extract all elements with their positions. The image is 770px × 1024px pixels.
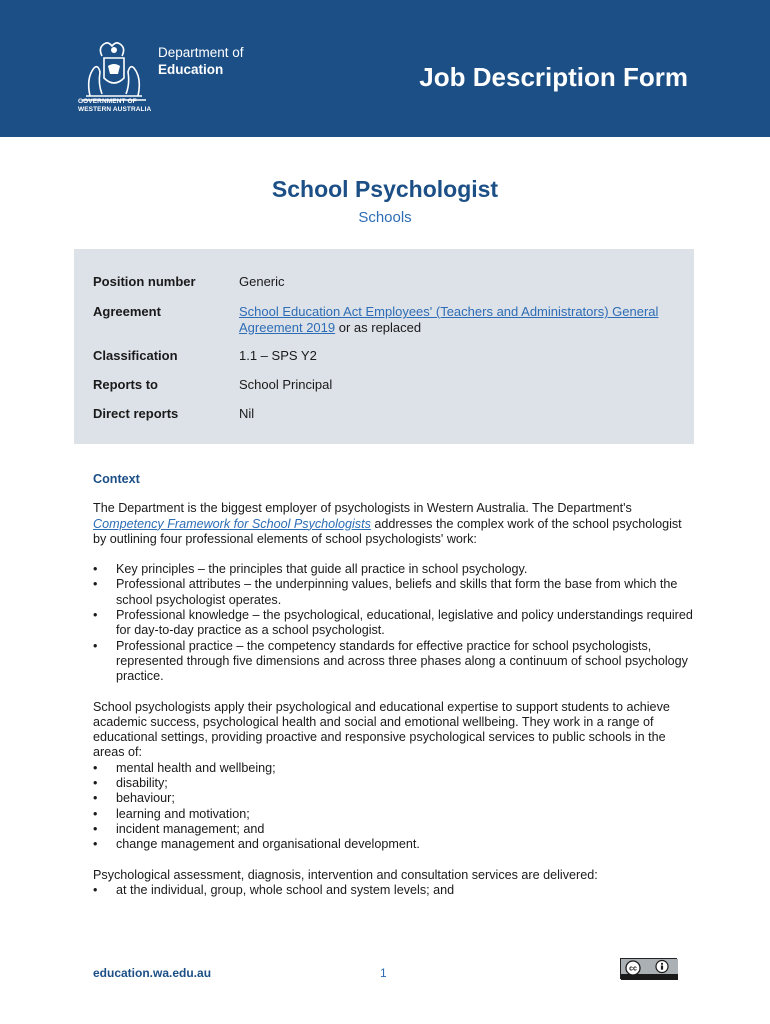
- creative-commons-badge[interactable]: [620, 958, 677, 979]
- service-areas-list: [93, 761, 693, 853]
- list-item: [93, 883, 693, 898]
- list-item-text: Professional knowledge – the psychological, educational, legislative and policy understandings required for day-to-day practice as a school psychologist.: [116, 608, 693, 638]
- bullet-icon: •: [93, 806, 98, 821]
- svg-text:cc: cc: [629, 965, 637, 973]
- creative-commons-icon: [626, 961, 640, 975]
- page-number: 1: [380, 966, 387, 980]
- footer-website[interactable]: education.wa.edu.au: [93, 966, 212, 980]
- classification-value: 1.1 – SPS Y2: [239, 348, 317, 363]
- list-item-text: Key principles – the principles that guide all practice in school psychology.: [116, 562, 528, 577]
- bullet-icon: •: [93, 821, 98, 836]
- context-heading: Context: [93, 472, 140, 486]
- list-item-text: at the individual, group, whole school and system levels; and: [116, 882, 455, 897]
- list-item: [93, 822, 693, 837]
- context-section: [93, 472, 693, 913]
- list-item: [93, 761, 693, 776]
- department-name: [158, 44, 244, 78]
- bullet-icon: •: [93, 882, 98, 897]
- list-item: [93, 776, 693, 791]
- dept-line-1: Department of: [158, 45, 244, 60]
- form-title: Job Description Form: [419, 62, 688, 92]
- position-number-value: Generic: [239, 274, 285, 289]
- agreement-value: [239, 304, 669, 335]
- government-wordmark: [78, 98, 151, 114]
- list-item: [93, 562, 693, 577]
- p1-text-before: The Department is the biggest employer of psychologists in Western Australia. The Department's: [93, 501, 632, 516]
- list-item: [93, 791, 693, 806]
- direct-reports-value: Nil: [239, 406, 255, 421]
- professional-elements-list: [93, 562, 693, 684]
- list-item: [93, 837, 693, 852]
- bullet-icon: •: [93, 760, 98, 775]
- dept-line-2: Education: [158, 62, 224, 77]
- list-item: [93, 608, 693, 639]
- gov-line-1: GOVERNMENT OF: [78, 98, 137, 105]
- bullet-icon: •: [93, 837, 98, 852]
- list-item-text: Professional attributes – the underpinning values, beliefs and skills that form the base from which the school psychologist operates.: [116, 577, 678, 607]
- bullet-icon: •: [93, 638, 98, 653]
- list-item-text: Professional practice – the competency standards for effective practice for school psychologists, represented through five dimensions and across three phases along a continuum of school psychology practice.: [116, 638, 688, 684]
- attribution-icon: [656, 961, 668, 973]
- agreement-suffix: or as replaced: [335, 319, 422, 335]
- bullet-icon: •: [93, 776, 98, 791]
- list-item-text: incident management; and: [116, 821, 265, 836]
- reports-to-label: Reports to: [93, 377, 158, 392]
- agreement-link[interactable]: School Education Act Employees' (Teachers and Administrators) General Agreement 2019: [239, 304, 659, 335]
- list-item: [93, 639, 693, 685]
- direct-reports-label: Direct reports: [93, 406, 179, 421]
- agreement-label: Agreement: [93, 304, 161, 319]
- bullet-icon: •: [93, 791, 98, 806]
- page-subtitle: Schools: [358, 209, 412, 226]
- header-banner: [0, 0, 770, 137]
- context-paragraph-3: Psychological assessment, diagnosis, intervention and consultation services are delivered:: [93, 867, 598, 882]
- service-levels-list: [93, 883, 693, 898]
- context-paragraph-1: [93, 501, 693, 547]
- coat-of-arms-icon: [72, 38, 156, 102]
- list-item: [93, 807, 693, 822]
- bullet-icon: •: [93, 577, 98, 592]
- bullet-icon: •: [93, 608, 98, 623]
- list-item: [93, 577, 693, 608]
- competency-framework-link[interactable]: Competency Framework for School Psychologists: [93, 516, 371, 531]
- page-title: School Psychologist: [271, 176, 499, 202]
- list-item-text: disability;: [116, 776, 168, 791]
- reports-to-value: School Principal: [239, 377, 333, 392]
- list-item-text: learning and motivation;: [116, 806, 250, 821]
- gov-line-2: WESTERN AUSTRALIA: [78, 106, 152, 113]
- context-paragraph-2: School psychologists apply their psychological and educational expertise to support students to achieve academic success, psychological health and social and emotional wellbeing. They work in a range of educational settings, providing proactive and responsive psychological services to public schools in the areas of:: [93, 699, 670, 760]
- classification-label: Classification: [93, 348, 178, 363]
- list-item-text: behaviour;: [116, 791, 175, 806]
- list-item-text: change management and organisational development.: [116, 837, 420, 852]
- position-number-label: Position number: [93, 274, 196, 289]
- p1-text-after: addresses the complex work of the school psychologist by outlining four professional elements of school psychologists' work:: [93, 516, 682, 546]
- position-info-box: [74, 249, 694, 444]
- list-item-text: mental health and wellbeing;: [116, 760, 276, 775]
- bullet-icon: •: [93, 562, 98, 577]
